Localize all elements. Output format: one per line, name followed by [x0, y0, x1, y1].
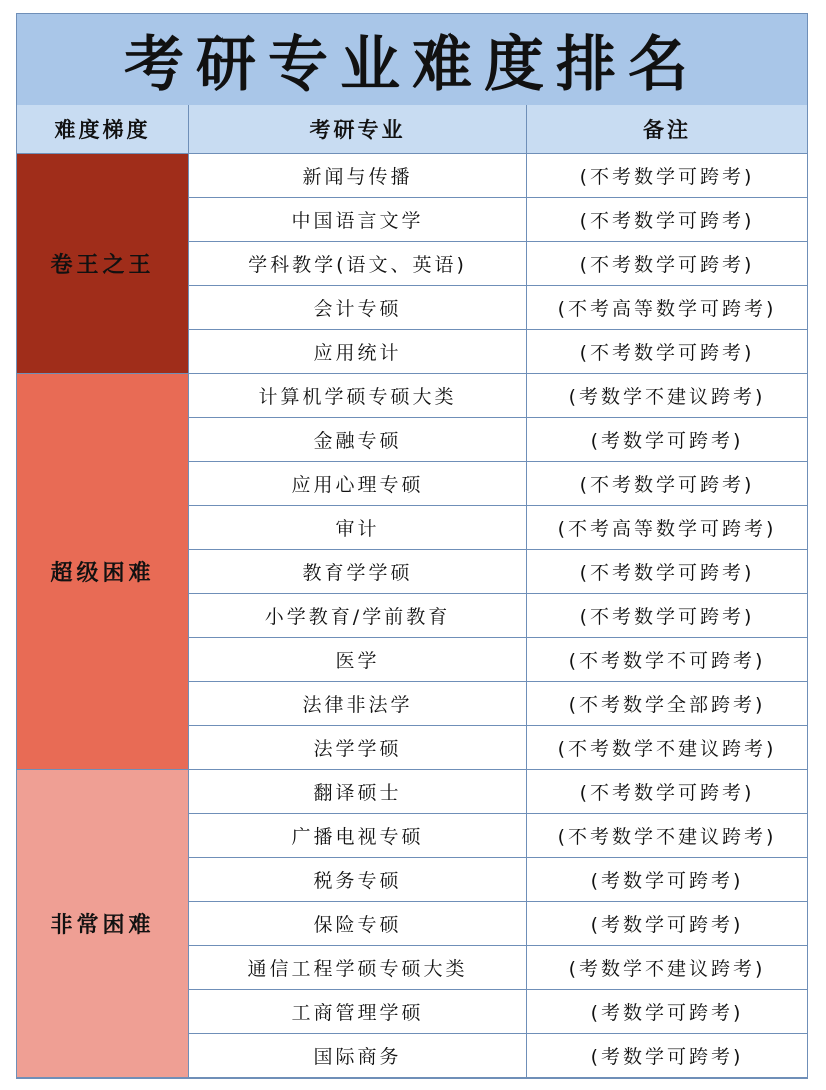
- note-cell: (不考数学不建议跨考): [527, 726, 807, 770]
- major-cell: 工商管理学硕: [189, 990, 527, 1034]
- major-cell: 税务专硕: [189, 858, 527, 902]
- ranking-table: [16, 13, 808, 1079]
- major-cell: 审计: [189, 506, 527, 550]
- note-cell: (不考数学可跨考): [527, 154, 807, 198]
- header-note: 备注: [527, 105, 807, 154]
- major-cell: 法学学硕: [189, 726, 527, 770]
- major-cell: 计算机学硕专硕大类: [189, 374, 527, 418]
- major-cell: 广播电视专硕: [189, 814, 527, 858]
- note-cell: (不考数学可跨考): [527, 330, 807, 374]
- note-cell: (不考数学全部跨考): [527, 682, 807, 726]
- major-cell: 翻译硕士: [189, 770, 527, 814]
- note-cell: (考数学可跨考): [527, 418, 807, 462]
- note-cell: (不考数学可跨考): [527, 462, 807, 506]
- note-cell: (不考数学不可跨考): [527, 638, 807, 682]
- major-cell: 新闻与传播: [189, 154, 527, 198]
- page-title: 考研专业难度排名: [17, 14, 807, 106]
- note-cell: (考数学可跨考): [527, 858, 807, 902]
- note-cell: (不考数学可跨考): [527, 770, 807, 814]
- tier-label: 非常困难: [17, 770, 189, 1078]
- major-cell: 通信工程学硕专硕大类: [189, 946, 527, 990]
- major-cell: 中国语言文学: [189, 198, 527, 242]
- tier-label: 卷王之王: [17, 154, 189, 374]
- header-major: 考研专业: [189, 105, 527, 154]
- note-cell: (考数学不建议跨考): [527, 374, 807, 418]
- major-cell: 会计专硕: [189, 286, 527, 330]
- note-cell: (不考数学不建议跨考): [527, 814, 807, 858]
- note-cell: (考数学可跨考): [527, 902, 807, 946]
- note-cell: (考数学不建议跨考): [527, 946, 807, 990]
- major-cell: 小学教育/学前教育: [189, 594, 527, 638]
- note-cell: (考数学可跨考): [527, 990, 807, 1034]
- header-difficulty: 难度梯度: [17, 105, 189, 154]
- major-cell: 应用统计: [189, 330, 527, 374]
- major-cell: 国际商务: [189, 1034, 527, 1078]
- major-cell: 金融专硕: [189, 418, 527, 462]
- tier-label: 超级困难: [17, 374, 189, 770]
- note-cell: (考数学可跨考): [527, 1034, 807, 1078]
- major-cell: 医学: [189, 638, 527, 682]
- major-cell: 应用心理专硕: [189, 462, 527, 506]
- major-cell: 法律非法学: [189, 682, 527, 726]
- major-cell: 教育学学硕: [189, 550, 527, 594]
- note-cell: (不考高等数学可跨考): [527, 286, 807, 330]
- major-cell: 保险专硕: [189, 902, 527, 946]
- note-cell: (不考数学可跨考): [527, 198, 807, 242]
- note-cell: (不考数学可跨考): [527, 550, 807, 594]
- note-cell: (不考高等数学可跨考): [527, 506, 807, 550]
- note-cell: (不考数学可跨考): [527, 594, 807, 638]
- note-cell: (不考数学可跨考): [527, 242, 807, 286]
- major-cell: 学科教学(语文、英语): [189, 242, 527, 286]
